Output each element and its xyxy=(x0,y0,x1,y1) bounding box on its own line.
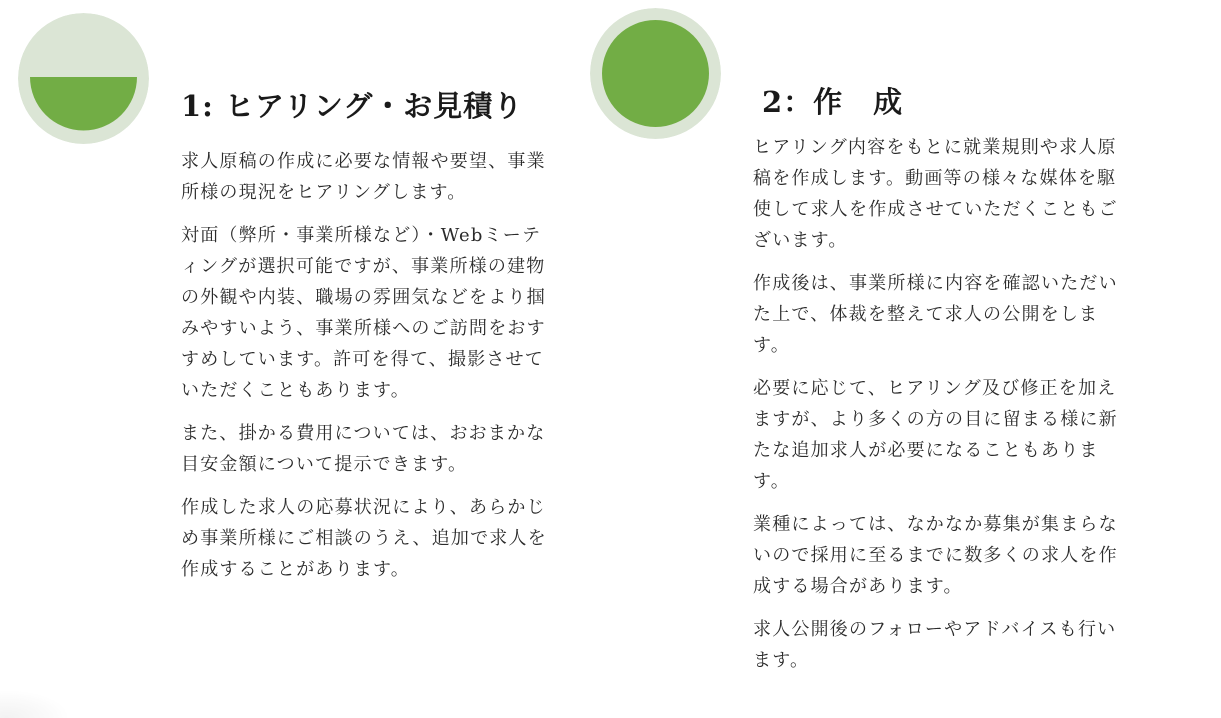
full-filled-circle-icon xyxy=(590,8,721,139)
step-2-paragraph: 作成後は、事業所様に内容を確認いただいた上で、体裁を整えて求人の公開をします。 xyxy=(753,273,1118,356)
step-2-paragraph: 業種によっては、なかなか募集が集まらないので採用に至るまでに数多くの求人を作成する場合があります。 xyxy=(753,514,1118,597)
step-1-paragraph: 作成した求人の応募状況により、あらかじめ事業所様にご相談のうえ、追加で求人を作成することがあります。 xyxy=(181,497,547,580)
step-1-paragraph: 求人原稿の作成に必要な情報や要望、事業所様の現況をヒアリングします。 xyxy=(181,151,546,203)
step-2-description xyxy=(753,132,1125,688)
faded-corner-decoration xyxy=(0,690,70,718)
step-2-paragraph: 必要に応じて、ヒアリング及び修正を加えますが、より多くの方の目に留まる様に新たな追加求人が必要になることもあります。 xyxy=(753,378,1118,492)
step-1-description xyxy=(181,146,553,597)
step-1-title: 1: ヒアリング・お見積り xyxy=(181,89,524,123)
half-filled-circle-icon xyxy=(18,13,149,144)
step-1-paragraph: 対面（弊所・事業所様など）・Webミーティングが選択可能ですが、事業所様の建物の外観や内装、職場の雰囲気などをより掴みやすいよう、事業所様へのご訪問をおすすめしています。許可を得て、撮影させていただくこともあります。 xyxy=(181,225,546,401)
step-2-paragraph: 求人公開後のフォローやアドバイスも行います。 xyxy=(753,619,1117,671)
step-2-title: 2：作 成 xyxy=(762,85,904,119)
step-1-paragraph: また、掛かる費用については、おおまかな目安金額について提示できます。 xyxy=(181,423,546,475)
step-2-paragraph: ヒアリング内容をもとに就業規則や求人原稿を作成します。動画等の様々な媒体を駆使して求人を作成させていただくこともございます。 xyxy=(753,137,1118,251)
